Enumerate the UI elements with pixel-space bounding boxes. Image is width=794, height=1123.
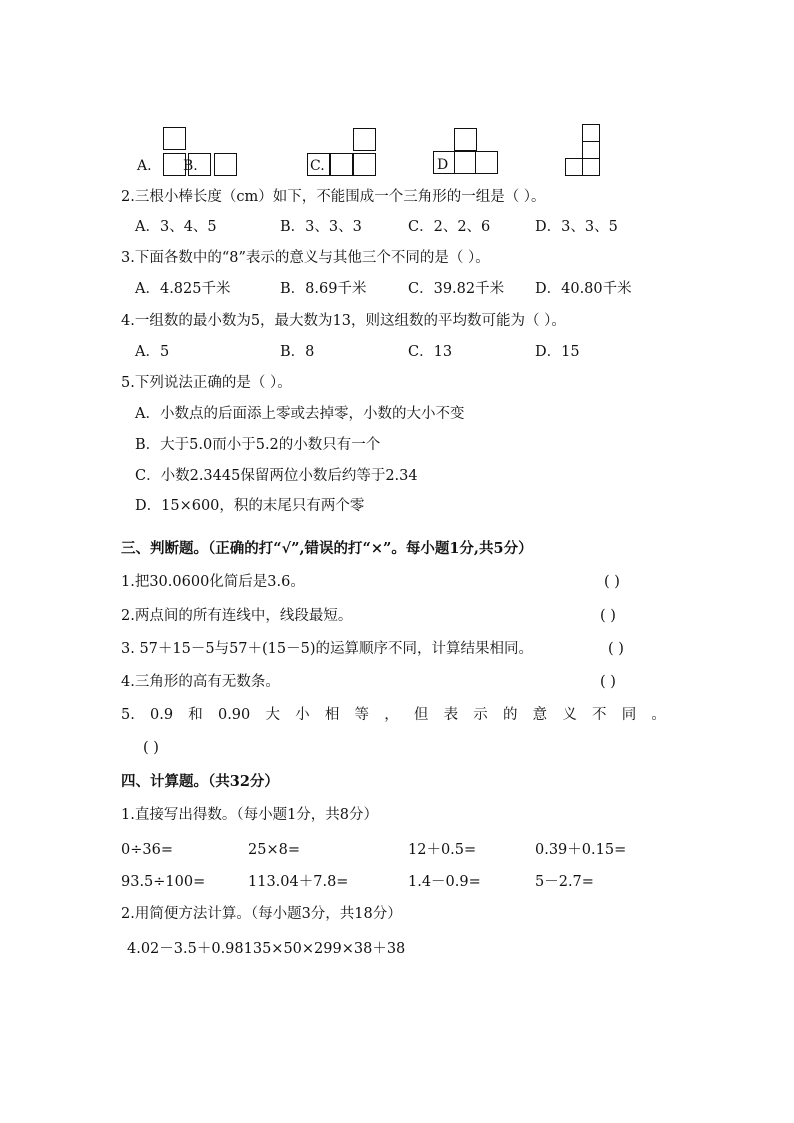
- question-2-stem: 2.三根小棒长度（cm）如下，不能围成一个三角形的一组是（ ）。: [121, 189, 546, 205]
- item5-word: 的: [502, 707, 518, 723]
- judgment-blank-3[interactable]: ( ): [608, 641, 624, 657]
- q3-option-a[interactable]: A．4.825千米: [135, 281, 231, 297]
- judgment-blank-2[interactable]: ( ): [600, 608, 616, 624]
- q3-option-d[interactable]: D．40.80千米: [535, 281, 632, 297]
- calc-cell: 0.39＋0.15=: [535, 842, 627, 858]
- calc-cell: 93.5÷100=: [121, 874, 206, 890]
- figure-e-cell: [582, 158, 600, 176]
- item5-word: 示: [473, 707, 488, 723]
- item5-word: 0.9: [150, 707, 174, 723]
- q5-option-d[interactable]: D．15×600，积的末尾只有两个零: [135, 498, 365, 514]
- judgment-blank-4[interactable]: ( ): [600, 674, 616, 690]
- item5-word: 意: [532, 707, 548, 723]
- item5-word: 不: [592, 707, 607, 723]
- calc-cell: 25×8=: [248, 842, 300, 858]
- calc-cell: 5－2.7=: [535, 874, 594, 890]
- item5-word: 0.90: [217, 707, 251, 723]
- q2-option-b[interactable]: B．3、3、3: [280, 219, 362, 235]
- judgment-item-1: 1.把30.0600化简后是3.6。: [121, 574, 305, 590]
- section-4-sub-2: 2.用简便方法计算。（每小题3分，共18分）: [121, 906, 402, 922]
- section-4-sub-1: 1.直接写出得数。（每小题1分，共8分）: [121, 807, 379, 823]
- section-4-sub-2-expression: 4.02－3.5＋0.98135×50×299×38＋38: [127, 941, 406, 957]
- figure-a-cell: [163, 127, 186, 150]
- calc-cell: 1.4－0.9=: [408, 874, 481, 890]
- q4-option-d[interactable]: D．15: [535, 344, 580, 360]
- figure-e-cell: [582, 124, 600, 142]
- calc-cell: 12＋0.5=: [408, 842, 477, 858]
- figure-a-cell: [214, 153, 237, 176]
- option-a-label[interactable]: A.: [137, 158, 152, 174]
- q3-option-b[interactable]: B．8.69千米: [280, 281, 367, 297]
- q5-option-c[interactable]: C．小数2.3445保留两位小数后约等于2.34: [135, 468, 418, 484]
- judgment-item-2: 2.两点间的所有连线中，线段最短。: [121, 608, 353, 624]
- question-3-stem: 3.下面各数中的“8”表示的意义与其他三个不同的是（ ）。: [121, 250, 490, 266]
- figure-c-cell: [330, 153, 353, 176]
- option-b-label[interactable]: B.: [183, 158, 198, 174]
- q4-option-b[interactable]: B．8: [280, 344, 315, 360]
- figure-c-cell: [353, 128, 376, 151]
- figure-e-cell: [582, 141, 600, 159]
- calc-cell: 0÷36=: [121, 842, 173, 858]
- q5-option-a[interactable]: A．小数点的后面添上零或去掉零，小数的大小不变: [135, 406, 465, 422]
- section-3-title: 三、判断题。（正确的打“√”,错误的打“×”。每小题1分,共5分）: [121, 540, 533, 557]
- figure-d-cell: [475, 151, 498, 174]
- item5-word: 大: [265, 707, 280, 723]
- item5-word: ，: [384, 707, 399, 723]
- calc-cell: 113.04＋7.8=: [248, 874, 349, 890]
- item5-word: 相: [324, 707, 340, 723]
- judgment-item-5: [121, 708, 666, 723]
- option-c-label[interactable]: C.: [310, 158, 325, 174]
- item5-word: 和: [188, 707, 203, 723]
- item5-word: 但: [413, 707, 429, 723]
- q2-option-a[interactable]: A．3、4、5: [135, 219, 217, 235]
- question-5-stem: 5.下列说法正确的是（ ）。: [121, 375, 292, 391]
- judgment-blank-1[interactable]: ( ): [604, 574, 620, 590]
- item5-word: 等: [354, 707, 370, 723]
- item5-word: 同: [621, 707, 637, 723]
- item5-word: 5.: [121, 707, 135, 723]
- q3-option-c[interactable]: C．39.82千米: [408, 281, 505, 297]
- figure-c-cell: [353, 153, 376, 176]
- q2-option-c[interactable]: C．2、2、6: [408, 219, 491, 235]
- item5-word: 表: [443, 707, 459, 723]
- item5-word: 小: [295, 707, 310, 723]
- q4-option-c[interactable]: C．13: [408, 344, 453, 360]
- figure-d-cell: [454, 151, 477, 174]
- figure-e-cell: [565, 158, 583, 176]
- question-4-stem: 4.一组数的最小数为5，最大数为13，则这组数的平均数可能为（ ）。: [121, 313, 566, 329]
- item5-word: 。: [651, 707, 666, 723]
- q5-option-b[interactable]: B．大于5.0而小于5.2的小数只有一个: [135, 437, 381, 453]
- figure-d-cell: [454, 128, 477, 151]
- judgment-blank-5[interactable]: ( ): [143, 740, 159, 756]
- judgment-item-3: 3. 57＋15－5与57＋(15－5)的运算顺序不同，计算结果相同。: [121, 641, 534, 657]
- judgment-item-4: 4.三角形的高有无数条。: [121, 674, 280, 690]
- q4-option-a[interactable]: A．5: [135, 344, 170, 360]
- option-d-label[interactable]: D: [437, 157, 449, 173]
- section-4-title: 四、计算题。（共32分）: [121, 773, 279, 790]
- item5-word: 义: [562, 707, 577, 723]
- q2-option-d[interactable]: D．3、3、5: [535, 219, 618, 235]
